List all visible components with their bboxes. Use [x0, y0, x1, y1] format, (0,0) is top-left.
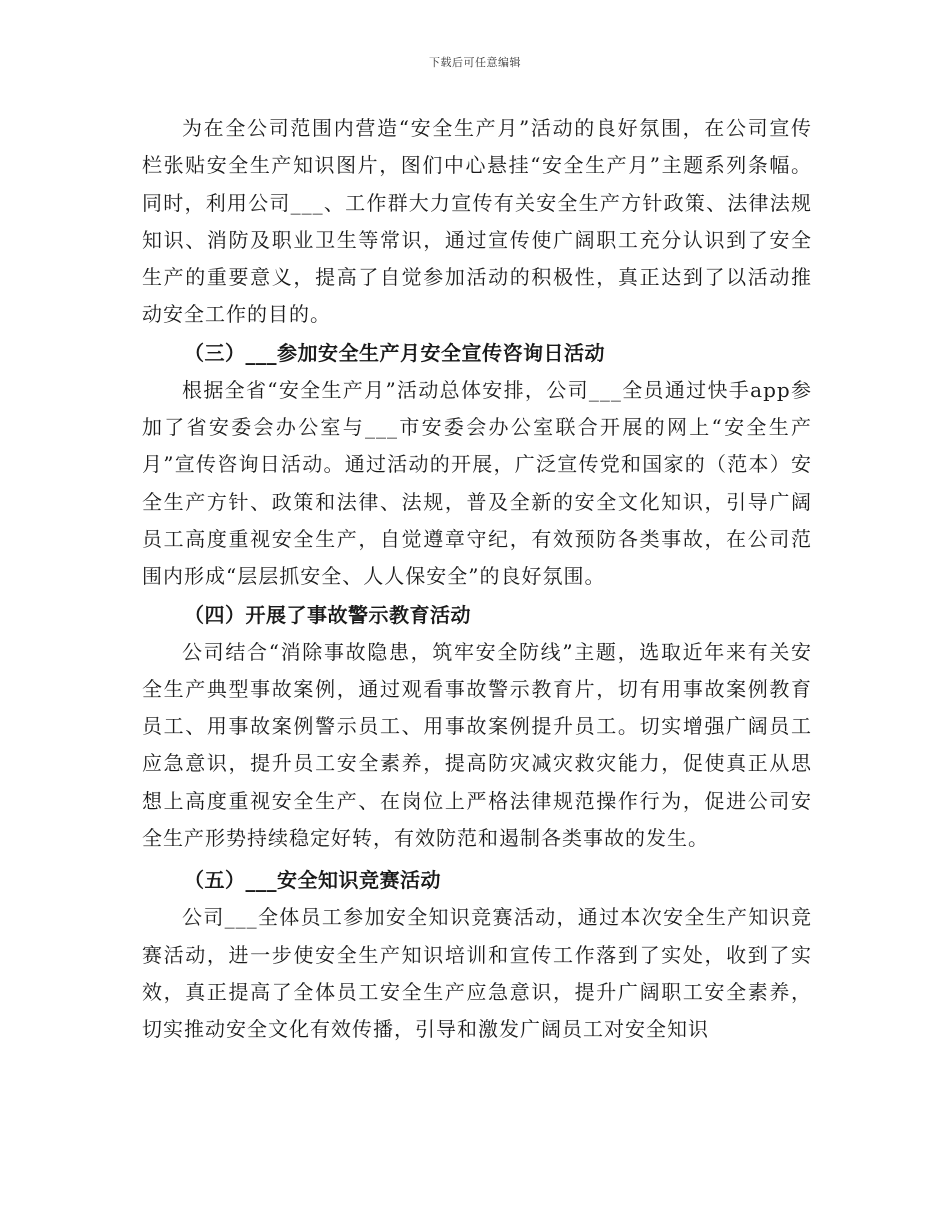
paragraph-publicity: 为在全公司范围内营造“安全生产月”活动的良好氛围，在公司宣传栏张贴安全生产知识图片，图们中心悬挂“安全生产月”主题系列条幅。同时，利用公司___、工作群大力宣传有关安全生产方针政策、法律法规知识、消防及职业卫生等常识，通过宣传使广阔职工充分认识到了安全生产的重要意义，提高了自觉参加活动的积极性，真正达到了以活动推动安全工作的目的。	[142, 116, 812, 327]
paragraph-warning-education: 公司结合“消除事故隐患，筑牢安全防线”主题，选取近年来有关安全生产典型事故案例，通过观看事故警示教育片，切有用事故案例教育员工、用事故案例警示员工、用事故案例提升员工。切实增强广阔员工应急意识，提升员工安全素养，提高防灾减灾救灾能力，促使真正从思想上高度重视安全生产、在岗位上严格法律规范操作行为，促进公司安全生产形势持续稳定好转，有效防范和遏制各类事故的发生。	[142, 639, 812, 851]
page-header-note: 下载后可任意编辑	[429, 56, 521, 69]
section-heading-4: （四）开展了事故警示教育活动	[184, 602, 471, 627]
paragraph-consultation-day: 根据全省“安全生产月”活动总体安排，公司___全员通过快手app参加了省安委会办公室与___市安委会办公室联合开展的网上“安全生产月”宣传咨询日活动。通过活动的开展，广泛宣传党和国家的（范本）安全生产方针、政策和法律、法规，普及全新的安全文化知识，引导广阔员工高度重视安全生产，自觉遵章守纪，有效预防各类事故，在公司范围内形成“层层抓安全、人人保安全”的良好氛围。	[142, 377, 812, 589]
section-heading-3: （三）___参加安全生产月安全宣传咨询日活动	[184, 340, 605, 365]
section-heading-5: （五）___安全知识竞赛活动	[184, 868, 441, 893]
paragraph-knowledge-contest: 公司___全体员工参加安全知识竞赛活动，通过本次安全生产知识竞赛活动，进一步使安全生产知识培训和宣传工作落到了实处，收到了实效，真正提高了全体员工安全生产应急意识，提升广阔职工安全素养，切实推动安全文化有效传播，引导和激发广阔员工对安全知识	[142, 905, 812, 1042]
document-body	[142, 110, 812, 1049]
